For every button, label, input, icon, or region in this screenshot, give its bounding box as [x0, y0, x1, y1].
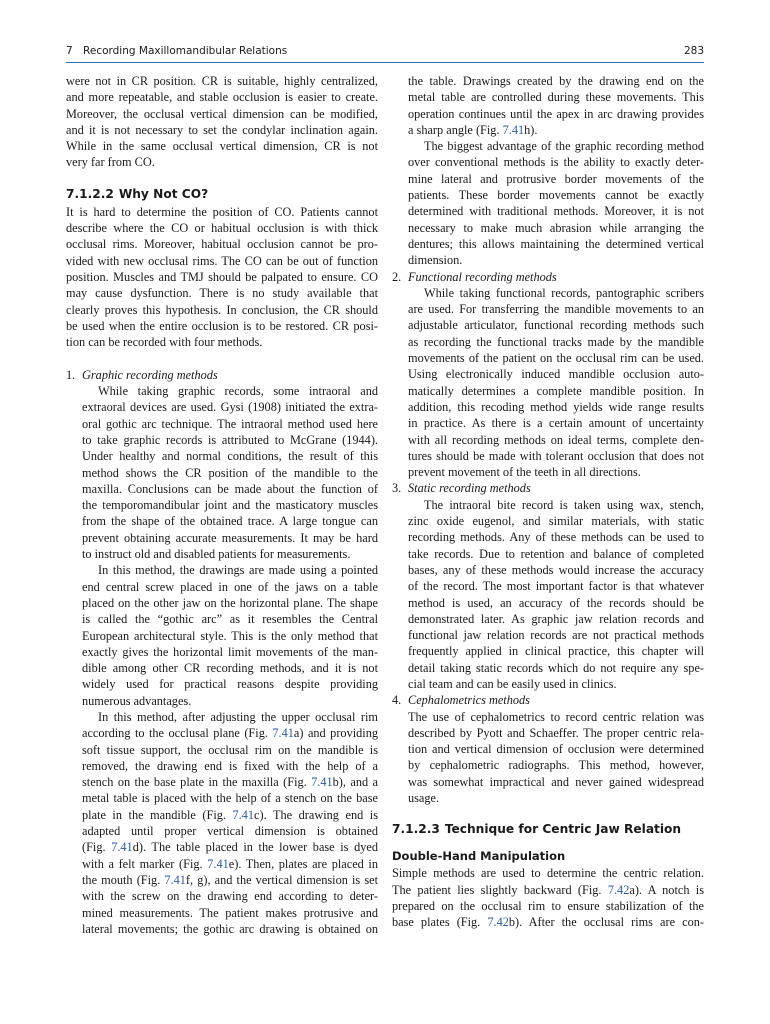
- text-line: to instruct old and disabled patients for measurements.: [82, 547, 351, 562]
- text-line: [66, 725, 378, 741]
- text-line: adapted until proper vertical dimension is obtained: [82, 824, 378, 839]
- figure-link-7-41[interactable]: 7.41: [311, 775, 333, 790]
- list-item-cephalometrics: [392, 692, 704, 708]
- text-line: occlusal rims. Moreover, habitual occlusion cannot be pro-: [66, 237, 378, 252]
- text-line: zinc oxide eugenol, and similar materials, with static: [408, 514, 704, 529]
- text-line: the temporomandibular joint and the masticatory muscles: [82, 498, 378, 513]
- section-title: Technique for Centric Jaw Relation: [444, 822, 682, 837]
- text-line: [392, 914, 704, 930]
- subsection-heading-double-hand: Double-Hand Manipulation: [392, 849, 566, 864]
- text-line: demonstrated later. As graphic jaw relation records and: [408, 611, 704, 626]
- text-line: Using electronically induced mandible occlusion auto-: [408, 367, 704, 382]
- text-line: dimension.: [408, 253, 463, 268]
- figure-link-7-41[interactable]: 7.41: [207, 856, 229, 871]
- static-paragraph: [392, 497, 704, 693]
- text-line: While in the same occlusal vertical dimension, CR is not: [66, 139, 378, 154]
- text-line: numerous advantages.: [82, 693, 192, 708]
- text-line: functional jaw relation records are not practical methods: [408, 628, 704, 643]
- graphic-paragraph-2: [66, 562, 378, 709]
- text-line: with all recording methods on ideal terms, complete den-: [408, 432, 704, 447]
- list-number: 4.: [392, 693, 402, 708]
- figure-link-7-42[interactable]: 7.42: [487, 915, 509, 930]
- text-line: operation continues until the apex in arc drawing provides: [408, 106, 704, 121]
- text-line: extraoral devices are used. Gysi (1908) initiated the extra-: [82, 400, 378, 415]
- text-line: from the shape of the obtained trace. A large tongue can: [82, 514, 378, 529]
- text-line: is called the “gothic arc” as it resembles the Central: [82, 612, 378, 627]
- text-line: [66, 807, 378, 823]
- text-line: [66, 872, 378, 888]
- text-line: as recording the functional tracks made by the mandible: [408, 334, 704, 349]
- text-line: detail taking static records which do not require any spe-: [408, 660, 704, 675]
- text-line: addition, this recoding method yields wide range results: [408, 399, 704, 414]
- text-line: vided with new occlusal rims. The CO can be out of function: [66, 253, 378, 268]
- list-number: 1.: [66, 367, 76, 382]
- text-run: plate in the mandible (Fig.: [82, 807, 233, 822]
- text-line: of the record. The most important factor is that whatever: [408, 579, 704, 594]
- text-line: movements of the patient on the occlusal rim can be used.: [408, 351, 704, 366]
- text-line: mine lateral and protrusive border movements of the: [408, 171, 704, 186]
- list-item-title: Cephalometrics methods: [408, 693, 530, 708]
- text-line: tion can be recorded with four methods.: [66, 335, 263, 350]
- text-line: describe where the CO or habitual occlusion is with thick: [66, 221, 378, 236]
- text-line: dentures; this allows maintaining the determined vertical: [408, 236, 704, 251]
- text-line: tures should be made with tolerant occlusion that does not: [408, 448, 704, 463]
- text-line: are used. For transferring the mandible movements to an: [408, 302, 704, 317]
- figure-link-7-41[interactable]: 7.41: [111, 840, 133, 855]
- text-line: tion and vertical dimension of occlusion were determined: [408, 742, 704, 757]
- text-line: be used when the entire occlusion is to be restored. CR posi-: [66, 318, 378, 333]
- list-item-static-recording: [392, 480, 704, 496]
- text-line: frequently applied in clinical practice, this chapter will: [408, 644, 704, 659]
- cephalometrics-paragraph: [392, 709, 704, 807]
- text-line: adjustable articulator, functional recording methods such: [408, 318, 704, 333]
- figure-link-7-42[interactable]: 7.42: [607, 882, 630, 897]
- text-line: determined with traditional methods. Moreover, it is not: [408, 204, 704, 219]
- text-line: end central screw placed in one of the jaws on a table: [82, 579, 378, 594]
- list-number: 3.: [392, 481, 402, 496]
- text-line: The use of cephalometrics to record centric relation was: [408, 709, 704, 724]
- text-line: [392, 122, 704, 138]
- text-run: The patient lies slightly backward (Fig.: [392, 882, 608, 897]
- left-column: [66, 73, 378, 937]
- text-line: bases, any of these methods would increase the accuracy: [408, 562, 704, 577]
- list-item-functional-recording: [392, 269, 704, 285]
- text-line: [392, 882, 704, 898]
- text-line: placed on the other jaw on the horizontal plane. The shape: [82, 595, 378, 610]
- intro-paragraph: [66, 73, 378, 171]
- text-run: with a felt marker (Fig.: [82, 856, 208, 871]
- text-run: b). After the occlusal rims are con-: [508, 915, 704, 930]
- text-line: and more repeatable, and stable occlusion is easier to create.: [66, 90, 378, 105]
- text-line: dible among other CR recording methods, and it is not: [82, 661, 378, 676]
- text-line: method shows the CR position of the mandible to the: [82, 465, 378, 480]
- section-heading-why-not-co: [66, 184, 378, 204]
- text-line: clearly proves this hypothesis. In conclusion, the CR should: [66, 302, 378, 317]
- text-line: necessary to make much abrasion while arranging the: [408, 220, 704, 235]
- text-line: prevent obtaining accurate measurements. It may be hard: [82, 530, 378, 545]
- graphic-paragraph-3: [66, 709, 378, 937]
- text-run: a) and providing: [293, 726, 378, 741]
- text-line: in practice. As there is a certain amount of uncertainty: [408, 416, 704, 431]
- text-line: usage.: [408, 791, 440, 806]
- list-item-graphic-recording: [66, 367, 378, 383]
- section-title: Why Not CO?: [118, 186, 209, 201]
- text-line: The biggest advantage of the graphic recording method: [424, 139, 704, 154]
- text-line: [66, 856, 378, 872]
- text-run: the mouth (Fig.: [82, 872, 165, 887]
- text-line: widely used for practical reasons despite providing: [82, 677, 378, 692]
- section-number: 7.1.2.2: [66, 186, 114, 201]
- text-line: prepared on the occlusal rim to ensure stabilization of the: [392, 898, 704, 913]
- text-run: b), and a: [332, 775, 378, 790]
- text-line: While taking functional records, pantographic scribers: [424, 285, 704, 300]
- text-run: stench on the base plate in the maxilla (Fig.: [82, 775, 312, 790]
- graphic-paragraph-4: [392, 138, 704, 268]
- text-line: position. Muscles and TMJ should be palpated to ensure. CO: [66, 269, 378, 284]
- text-line: described by Pyott and Schaeffer. The proper centric rela-: [408, 725, 704, 740]
- text-line: and it is not necessary to set the condylar inclination again.: [66, 122, 378, 137]
- text-line: It is hard to determine the position of CO. Patients cannot: [66, 204, 378, 219]
- list-number: 2.: [392, 269, 402, 284]
- header-rule: [66, 62, 704, 63]
- text-run: a sharp angle (Fig.: [408, 122, 503, 137]
- text-run: a). A notch is: [629, 882, 704, 897]
- double-hand-paragraph: [392, 865, 704, 930]
- chapter-number: 7: [66, 45, 73, 57]
- text-line: cial team and can be easily used in clinics.: [408, 676, 617, 691]
- text-line: [66, 839, 378, 855]
- text-line: very far from CO.: [66, 155, 155, 170]
- text-line: with the screw on the drawing end according to deter-: [82, 889, 378, 904]
- text-line: the table. Drawings created by the drawing end on the: [408, 74, 704, 88]
- section-number: 7.1.2.3: [392, 822, 440, 837]
- text-line: recording methods. Any of these methods can be used to: [408, 530, 704, 545]
- text-line: soft tissue support, the occlusal rim on the mandible is: [82, 742, 378, 757]
- text-line: Under healthy and normal conditions, the result of this: [82, 449, 378, 464]
- text-line: [66, 774, 378, 790]
- text-line: maxilla. Conclusions can be made about the function of: [82, 481, 378, 496]
- text-line: exactly gives the horizontal limit movements of the man-: [82, 644, 378, 659]
- text-line: In this method, the drawings are made using a pointed: [98, 563, 378, 578]
- graphic-paragraph-1: [66, 383, 378, 562]
- text-line: mined measurements. The patient makes protrusive and: [82, 905, 378, 920]
- right-column: [392, 73, 704, 931]
- text-line: method is used, an accuracy of the records should be: [408, 595, 704, 610]
- figure-link-7-41[interactable]: 7.41: [232, 807, 255, 822]
- figure-link-7-41[interactable]: 7.41: [164, 872, 186, 887]
- text-line: metal table is placed with the help of a stench on the base: [82, 791, 378, 806]
- text-line: take records. Due to retention and balance of completed: [408, 546, 704, 561]
- figure-link-7-41[interactable]: 7.41: [272, 726, 294, 741]
- text-line: to take graphic records is attributed to McGrane (1944).: [82, 432, 378, 447]
- text-line: removed, the drawing end is fixed with the help of a: [82, 758, 378, 773]
- text-line: prevent movement of the teeth in all directions.: [408, 465, 641, 480]
- text-line: oral gothic arc technique. The intraoral method used here: [82, 416, 378, 431]
- text-run: c). The drawing end is: [254, 807, 378, 822]
- text-run: e). Then, plates are placed in: [228, 856, 378, 871]
- text-line: were not in CR position. CR is suitable, highly centralized,: [66, 74, 378, 88]
- text-line: was somewhat impractical and never gained widespread: [408, 774, 704, 789]
- text-line: The intraoral bite record is taken using wax, stench,: [424, 497, 704, 512]
- why-not-co-paragraph: [66, 204, 378, 351]
- text-run: (Fig.: [82, 840, 112, 855]
- list-item-title: Graphic recording methods: [82, 367, 218, 382]
- text-line: may cause dysfunction. There is no study available that: [66, 286, 378, 301]
- page-number: 283: [683, 45, 704, 57]
- text-run: base plates (Fig.: [392, 915, 488, 930]
- section-heading-centric-jaw-relation: [392, 819, 704, 839]
- text-run: h).: [524, 122, 538, 137]
- text-line: by cephalometric radiographs. This method, however,: [408, 758, 704, 773]
- text-line: lateral movements; the gothic arc drawing is obtained on: [82, 921, 378, 936]
- text-line: Simple methods are used to determine the centric relation.: [392, 866, 704, 881]
- figure-link-7-41[interactable]: 7.41: [502, 122, 525, 137]
- text-line: over conventional methods is the ability to exactly deter-: [408, 155, 704, 170]
- text-line: patients. These border movements cannot be exactly: [408, 188, 704, 203]
- functional-paragraph: [392, 285, 704, 481]
- text-run: d). The table placed in the lower base is dyed: [132, 840, 378, 855]
- chapter-title: Recording Maxillomandibular Relations: [83, 45, 288, 57]
- text-line: metal table are controlled during these movements. This: [408, 90, 704, 105]
- text-line: Moreover, the occlusal vertical dimension can be modified,: [66, 106, 378, 121]
- text-line: matically determines a complete mandible position. In: [408, 383, 704, 398]
- list-item-title: Functional recording methods: [408, 269, 557, 284]
- graphic-paragraph-3-continued: [392, 73, 704, 138]
- text-line: In this method, after adjusting the upper occlusal rim: [98, 709, 378, 724]
- running-header: [66, 45, 287, 57]
- text-run: f, g), and the vertical dimension is set: [185, 872, 378, 887]
- list-item-title: Static recording methods: [408, 481, 531, 496]
- text-line: European architectural style. This is the only method that: [82, 628, 378, 643]
- text-line: While taking graphic records, some intraoral and: [98, 384, 378, 399]
- text-run: according to the occlusal plane (Fig.: [82, 726, 273, 741]
